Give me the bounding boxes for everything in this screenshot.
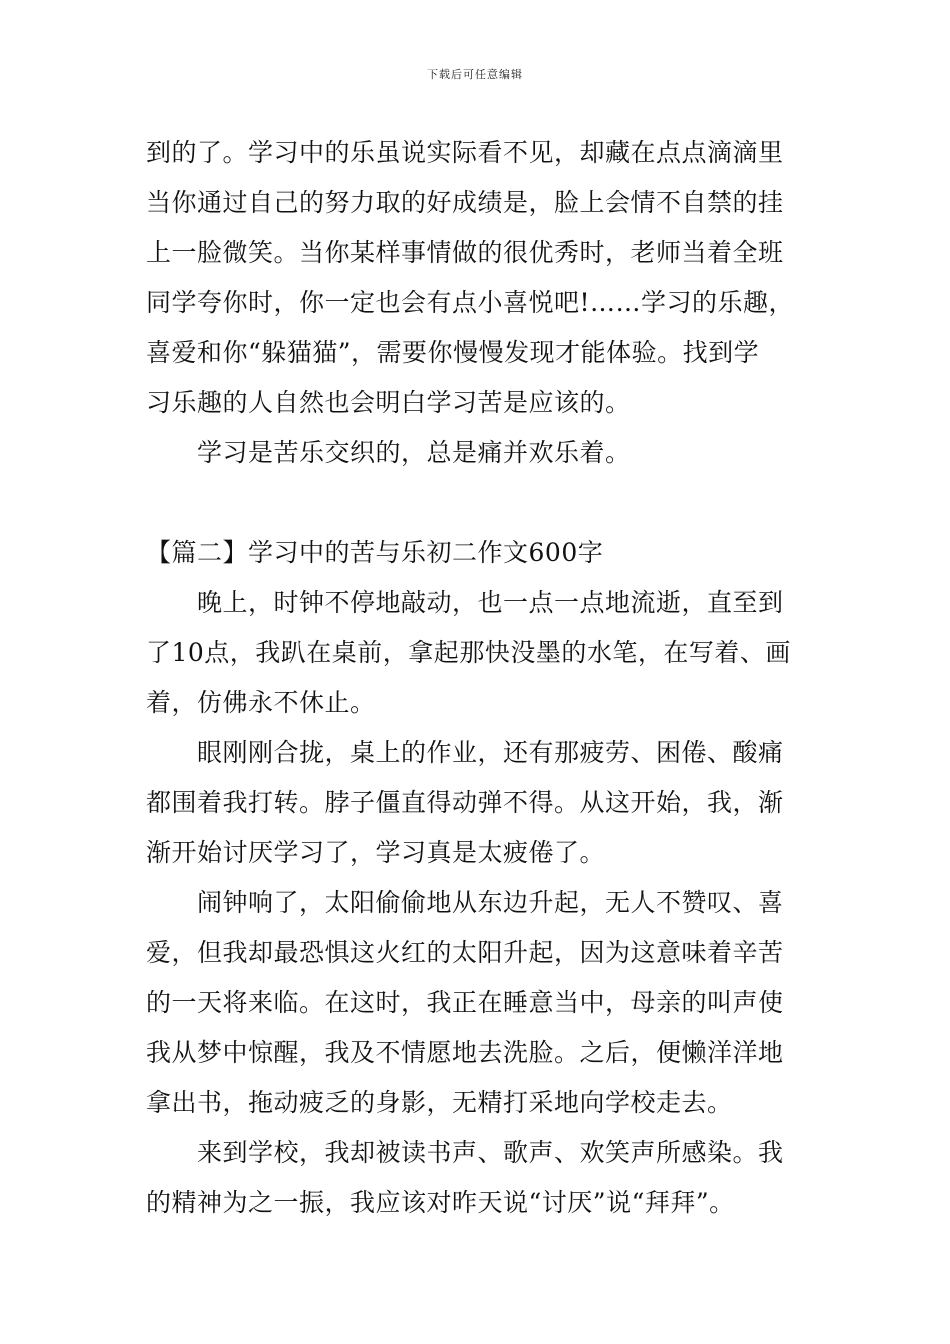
text-line: 爱，但我却最恐惧这火红的太阳升起，因为这意味着辛苦	[146, 938, 784, 967]
text-line: 当你通过自己的努力取的好成绩是，脸上会情不自禁的挂	[146, 188, 784, 217]
text-line: 到的了。学习中的乐虽说实际看不见，却藏在点点滴滴里	[146, 138, 784, 167]
text-line: 的精神为之一振，我应该对昨天说“讨厌”说“拜拜”。	[146, 1188, 735, 1217]
section-heading: 【篇二】学习中的苦与乐初二作文600字	[146, 538, 604, 567]
paragraph-line: 学习是苦乐交织的，总是痛并欢乐着。	[197, 438, 631, 467]
text-line: 我从梦中惊醒，我及不情愿地去洗脸。之后，便懒洋洋地	[146, 1038, 784, 1067]
paragraph-line: 来到学校，我却被读书声、歌声、欢笑声所感染。我	[197, 1138, 784, 1167]
document-body	[146, 128, 810, 1228]
text-line: 同学夸你时，你一定也会有点小喜悦吧!……学习的乐趣，	[146, 288, 795, 317]
text-line: 喜爱和你“躲猫猫”，需要你慢慢发现才能体验。找到学	[146, 338, 760, 367]
text-line: 着，仿佛永不休止。	[146, 688, 376, 717]
text-line: 拿出书，拖动疲乏的身影，无精打采地向学校走去。	[146, 1088, 733, 1117]
section-spacer	[146, 478, 810, 528]
paragraph-line: 晚上，时钟不停地敲动，也一点一点地流逝，直至到	[197, 588, 784, 617]
page-header: 下载后可任意编辑	[427, 68, 523, 81]
text-line: 了10点，我趴在桌前，拿起那快没墨的水笔，在写着、画	[146, 638, 791, 667]
paragraph-line: 眼刚刚合拢，桌上的作业，还有那疲劳、困倦、酸痛	[197, 738, 784, 767]
text-line: 渐开始讨厌学习了，学习真是太疲倦了。	[146, 838, 606, 867]
text-line: 上一脸微笑。当你某样事情做的很优秀时，老师当着全班	[146, 238, 784, 267]
paragraph-line: 闹钟响了，太阳偷偷地从东边升起，无人不赞叹、喜	[197, 888, 784, 917]
text-line: 都围着我打转。脖子僵直得动弹不得。从这开始，我，渐	[146, 788, 784, 817]
text-line: 的一天将来临。在这时，我正在睡意当中，母亲的叫声使	[146, 988, 784, 1017]
text-line: 习乐趣的人自然也会明白学习苦是应该的。	[146, 388, 631, 417]
